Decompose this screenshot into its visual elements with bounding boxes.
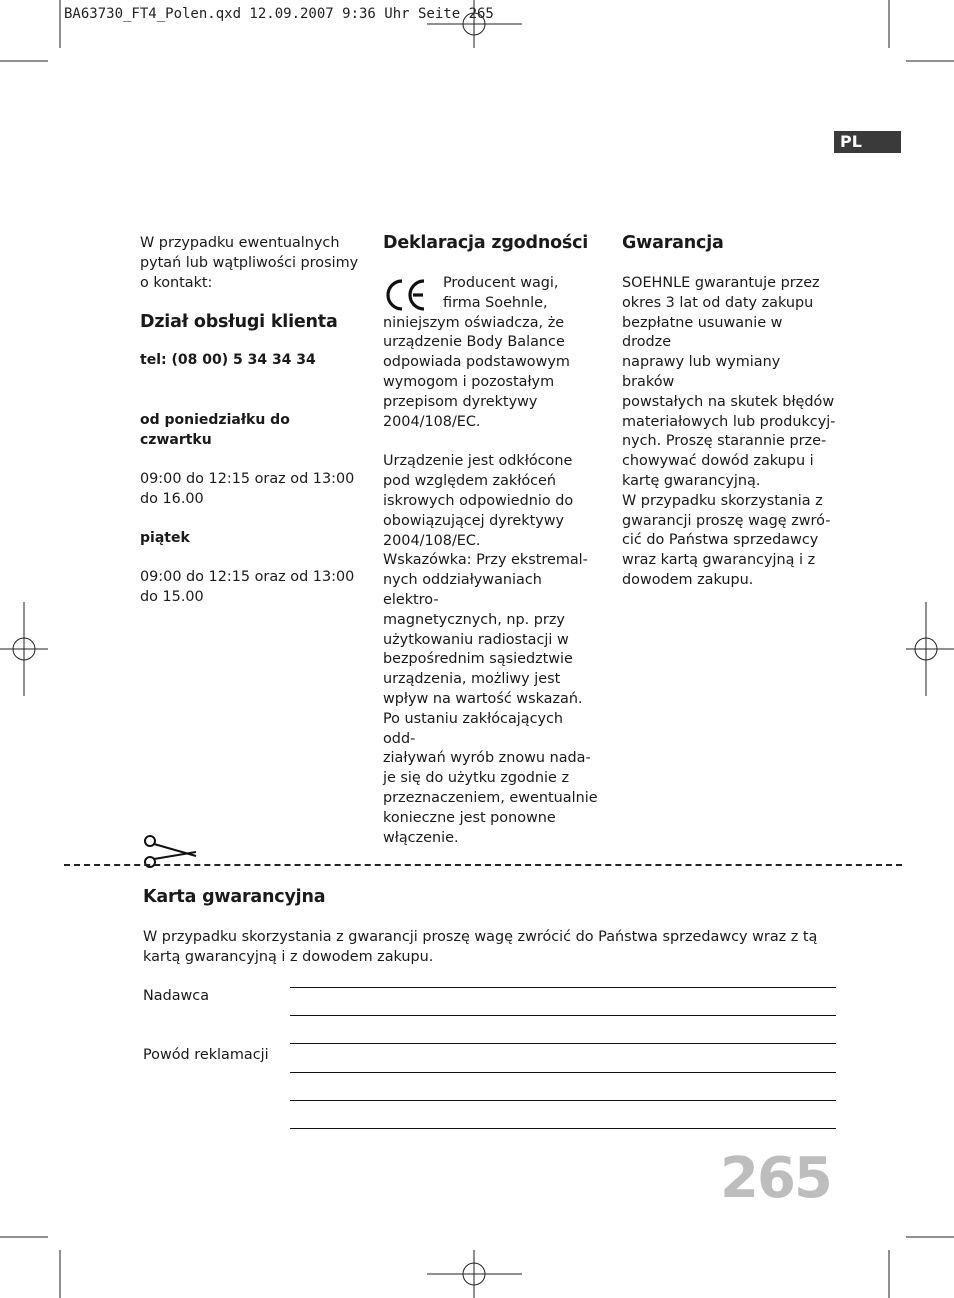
sender-line-1[interactable]: [290, 987, 836, 988]
declaration-heading: Deklaracja zgodności: [383, 233, 589, 253]
complaint-reason-label: Powód reklamacji: [143, 1047, 269, 1063]
weekday-label: od poniedziałku do czwartku: [140, 412, 290, 448]
file-slug: BA63730_FT4_Polen.qxd 12.09.2007 9:36 Uhr Seite 265: [64, 6, 494, 22]
declaration-column: [383, 232, 599, 848]
declaration-text-top: Producent wagi, firma Soehnle,: [443, 275, 559, 311]
reason-line-1[interactable]: [290, 1043, 836, 1044]
contact-column: [140, 234, 362, 608]
warranty-card-text: W przypadku skorzystania z gwarancji proszę wagę zwrócić do Państwa sprzedawcy wraz z tą kartą gwarancyjną i z dowodem zakupu.: [143, 929, 818, 965]
sender-label: Nadawca: [143, 988, 210, 1004]
customer-service-heading: Dział obsługi klienta: [140, 312, 338, 333]
declaration-intro-block: [383, 274, 599, 432]
warranty-card-title: Karta gwarancyjna: [143, 887, 326, 907]
reason-line-3[interactable]: [290, 1100, 836, 1101]
friday-hours: 09:00 do 12:15 oraz od 13:00 do 15.00: [140, 569, 355, 605]
phone-number: tel: (08 00) 5 34 34 34: [140, 352, 316, 369]
weekday-hours: 09:00 do 12:15 oraz od 13:00 do 16.00: [140, 470, 355, 507]
contact-intro: W przypadku ewentualnych pytań lub wątpliwości prosimy o kontakt:: [140, 235, 359, 291]
reason-line-4[interactable]: [290, 1128, 836, 1129]
ce-mark-icon: [383, 278, 427, 312]
cut-line: [64, 864, 902, 866]
page-number: 265: [720, 1146, 831, 1211]
warranty-text: SOEHNLE gwarantuje przez okres 3 lat od daty zakupu bezpłatne usuwanie w drodze naprawy lub wymiany braków powstałych na skutek błędów materiałowych lub produkcyj- nych. Proszę starannie prze- chowywać dowód zakupu i kartę gwarancyjną. W przypadku skorzystania z gwarancji proszę wagę zwró- cić do Państwa sprzedawcy wraz kartą gwarancyjną i z dowodem zakupu.: [622, 275, 836, 588]
friday-label: piątek: [140, 530, 190, 547]
warranty-heading: Gwarancja: [622, 233, 724, 253]
sender-line-2[interactable]: [290, 1015, 836, 1016]
interference-text: Urządzenie jest odkłócone pod względem zakłóceń iskrowych odpowiednio do obowiązującej dyrektywy 2004/108/EC. Wskazówka: Przy ekstremal- nych oddziaływaniach elektro- magnetycznych, np. przy użytkowaniu radiostacji w bezpośrednim sąsiedztwie urządzenia, możliwy jest wpływ na wartość wskazań. Po ustaniu zakłócających odd- ziaływań wyrób znowu nada- je się do użytku zgodnie z przeznaczeniem, ewentualnie konieczne jest ponowne włączenie.: [383, 453, 598, 846]
reason-line-2[interactable]: [290, 1072, 836, 1073]
language-tab: PL: [834, 131, 901, 153]
declaration-text-rest: niniejszym oświadcza, że urządzenie Body Balance odpowiada podstawowym wymogom i pozostałym przepisom dyrektywy 2004/108/EC.: [383, 314, 570, 430]
warranty-column: [622, 232, 836, 591]
